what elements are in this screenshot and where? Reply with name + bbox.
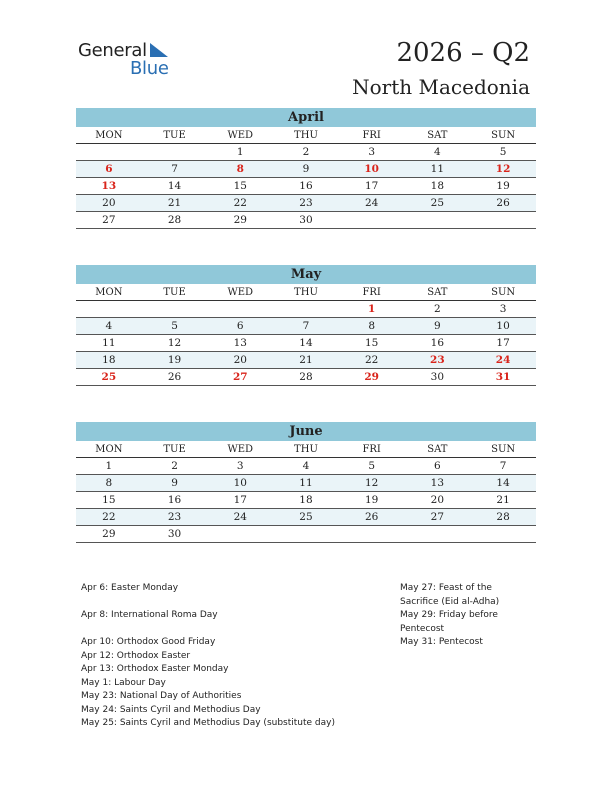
month-grid bbox=[76, 284, 536, 386]
day-cell: 29 bbox=[339, 369, 405, 386]
day-cell: 21 bbox=[470, 492, 536, 509]
holiday-note: May 27: Feast of the bbox=[400, 583, 492, 593]
day-cell: 26 bbox=[470, 195, 536, 212]
holiday-note: Pentecost bbox=[400, 623, 445, 634]
day-cell: 5 bbox=[339, 458, 405, 475]
day-cell: 14 bbox=[273, 335, 339, 352]
week-row bbox=[76, 369, 536, 386]
day-cell: 27 bbox=[405, 509, 471, 526]
day-cell: 23 bbox=[273, 195, 339, 212]
country-subtitle: North Macedonia bbox=[352, 75, 530, 99]
day-cell: 3 bbox=[339, 144, 405, 161]
day-cell: 20 bbox=[405, 492, 471, 509]
empty-day-cell bbox=[470, 526, 536, 543]
day-cell: 20 bbox=[207, 352, 273, 369]
week-row bbox=[76, 301, 536, 318]
empty-day-cell bbox=[339, 526, 405, 543]
day-cell: 17 bbox=[207, 492, 273, 509]
week-row bbox=[76, 475, 536, 492]
day-cell: 12 bbox=[142, 335, 208, 352]
day-cell: 10 bbox=[339, 161, 405, 178]
empty-day-cell bbox=[207, 301, 273, 318]
holiday-note: Sacrifice (Eid al-Adha) bbox=[400, 596, 500, 607]
day-cell: 31 bbox=[470, 369, 536, 386]
day-cell: 18 bbox=[76, 352, 142, 369]
holiday-note: May 31: Pentecost bbox=[400, 637, 483, 647]
day-cell: 24 bbox=[470, 352, 536, 369]
weekday-header: SAT bbox=[405, 441, 471, 458]
week-row bbox=[76, 509, 536, 526]
weekday-header: THU bbox=[273, 441, 339, 458]
day-cell: 29 bbox=[207, 212, 273, 229]
day-cell: 7 bbox=[142, 161, 208, 178]
day-cell: 26 bbox=[142, 369, 208, 386]
note-spacer bbox=[81, 623, 381, 637]
day-cell: 25 bbox=[76, 369, 142, 386]
weekday-header: TUE bbox=[142, 284, 208, 301]
day-cell: 30 bbox=[273, 212, 339, 229]
day-cell: 17 bbox=[470, 335, 536, 352]
weekday-header: WED bbox=[207, 441, 273, 458]
day-cell: 1 bbox=[76, 458, 142, 475]
day-cell: 9 bbox=[405, 318, 471, 335]
note-spacer bbox=[81, 596, 381, 610]
day-cell: 18 bbox=[273, 492, 339, 509]
week-row bbox=[76, 161, 536, 178]
weekday-header: MON bbox=[76, 127, 142, 144]
holiday-notes-left bbox=[81, 582, 381, 731]
holiday-note: May 23: National Day of Authorities bbox=[81, 691, 242, 701]
month-name: May bbox=[76, 265, 536, 284]
day-cell: 24 bbox=[207, 509, 273, 526]
day-cell: 7 bbox=[273, 318, 339, 335]
week-row bbox=[76, 212, 536, 229]
weekday-header: FRI bbox=[339, 284, 405, 301]
day-cell: 16 bbox=[142, 492, 208, 509]
day-cell: 3 bbox=[207, 458, 273, 475]
day-cell: 6 bbox=[405, 458, 471, 475]
day-cell: 22 bbox=[207, 195, 273, 212]
week-row bbox=[76, 335, 536, 352]
day-cell: 24 bbox=[339, 195, 405, 212]
logo-word-blue: Blue bbox=[130, 58, 169, 79]
month-calendar-april bbox=[76, 108, 536, 229]
day-cell: 1 bbox=[207, 144, 273, 161]
weekday-header: SAT bbox=[405, 284, 471, 301]
day-cell: 23 bbox=[405, 352, 471, 369]
week-row bbox=[76, 526, 536, 543]
weekday-header: TUE bbox=[142, 441, 208, 458]
day-cell: 29 bbox=[76, 526, 142, 543]
empty-day-cell bbox=[207, 526, 273, 543]
month-calendar-june bbox=[76, 422, 536, 543]
day-cell: 8 bbox=[207, 161, 273, 178]
holiday-note: Apr 6: Easter Monday bbox=[81, 583, 179, 593]
weekday-header: MON bbox=[76, 441, 142, 458]
day-cell: 6 bbox=[76, 161, 142, 178]
day-cell: 12 bbox=[470, 161, 536, 178]
day-cell: 13 bbox=[76, 178, 142, 195]
day-cell: 8 bbox=[76, 475, 142, 492]
day-cell: 17 bbox=[339, 178, 405, 195]
month-grid bbox=[76, 441, 536, 543]
day-cell: 20 bbox=[76, 195, 142, 212]
day-cell: 15 bbox=[207, 178, 273, 195]
day-cell: 2 bbox=[273, 144, 339, 161]
day-cell: 6 bbox=[207, 318, 273, 335]
empty-day-cell bbox=[339, 212, 405, 229]
month-calendar-may bbox=[76, 265, 536, 386]
holiday-note: Apr 10: Orthodox Good Friday bbox=[81, 637, 216, 647]
empty-day-cell bbox=[405, 212, 471, 229]
page-title: 2026 – Q2 bbox=[396, 38, 530, 68]
day-cell: 9 bbox=[142, 475, 208, 492]
week-row bbox=[76, 318, 536, 335]
day-cell: 28 bbox=[273, 369, 339, 386]
day-cell: 16 bbox=[273, 178, 339, 195]
day-cell: 19 bbox=[339, 492, 405, 509]
day-cell: 19 bbox=[470, 178, 536, 195]
weekday-header: FRI bbox=[339, 441, 405, 458]
generalblue-logo bbox=[78, 40, 178, 80]
empty-day-cell bbox=[273, 301, 339, 318]
day-cell: 27 bbox=[207, 369, 273, 386]
day-cell: 9 bbox=[273, 161, 339, 178]
holiday-note: Apr 12: Orthodox Easter bbox=[81, 650, 191, 661]
day-cell: 30 bbox=[142, 526, 208, 543]
holiday-note: May 29: Friday before bbox=[400, 610, 498, 620]
month-grid bbox=[76, 127, 536, 229]
day-cell: 14 bbox=[142, 178, 208, 195]
week-row bbox=[76, 492, 536, 509]
weekday-header: FRI bbox=[339, 127, 405, 144]
week-row bbox=[76, 178, 536, 195]
day-cell: 25 bbox=[273, 509, 339, 526]
day-cell: 4 bbox=[76, 318, 142, 335]
day-cell: 4 bbox=[405, 144, 471, 161]
empty-day-cell bbox=[76, 301, 142, 318]
week-row bbox=[76, 195, 536, 212]
day-cell: 11 bbox=[273, 475, 339, 492]
day-cell: 27 bbox=[76, 212, 142, 229]
day-cell: 30 bbox=[405, 369, 471, 386]
week-row bbox=[76, 352, 536, 369]
day-cell: 12 bbox=[339, 475, 405, 492]
weekday-header: THU bbox=[273, 284, 339, 301]
day-cell: 28 bbox=[470, 509, 536, 526]
weekday-header: SUN bbox=[470, 441, 536, 458]
weekday-header: SUN bbox=[470, 284, 536, 301]
day-cell: 11 bbox=[76, 335, 142, 352]
day-cell: 13 bbox=[405, 475, 471, 492]
logo-word-general: General bbox=[78, 40, 147, 61]
weekday-header: WED bbox=[207, 284, 273, 301]
day-cell: 26 bbox=[339, 509, 405, 526]
weekday-header: SAT bbox=[405, 127, 471, 144]
day-cell: 15 bbox=[76, 492, 142, 509]
day-cell: 2 bbox=[405, 301, 471, 318]
holiday-note: May 25: Saints Cyril and Methodius Day (substitute day) bbox=[81, 718, 335, 728]
day-cell: 10 bbox=[207, 475, 273, 492]
day-cell: 28 bbox=[142, 212, 208, 229]
empty-day-cell bbox=[142, 301, 208, 318]
week-row bbox=[76, 458, 536, 475]
day-cell: 7 bbox=[470, 458, 536, 475]
holiday-note: Apr 13: Orthodox Easter Monday bbox=[81, 664, 229, 674]
day-cell: 18 bbox=[405, 178, 471, 195]
day-cell: 2 bbox=[142, 458, 208, 475]
empty-day-cell bbox=[142, 144, 208, 161]
weekday-header: WED bbox=[207, 127, 273, 144]
day-cell: 4 bbox=[273, 458, 339, 475]
day-cell: 5 bbox=[470, 144, 536, 161]
weekday-header: MON bbox=[76, 284, 142, 301]
month-name: June bbox=[76, 422, 536, 441]
day-cell: 15 bbox=[339, 335, 405, 352]
day-cell: 5 bbox=[142, 318, 208, 335]
day-cell: 14 bbox=[470, 475, 536, 492]
day-cell: 8 bbox=[339, 318, 405, 335]
empty-day-cell bbox=[405, 526, 471, 543]
holiday-note: May 24: Saints Cyril and Methodius Day bbox=[81, 704, 261, 715]
logo-triangle-icon bbox=[148, 43, 168, 59]
day-cell: 13 bbox=[207, 335, 273, 352]
empty-day-cell bbox=[470, 212, 536, 229]
day-cell: 16 bbox=[405, 335, 471, 352]
weekday-header: TUE bbox=[142, 127, 208, 144]
holiday-notes-right bbox=[400, 582, 540, 650]
day-cell: 3 bbox=[470, 301, 536, 318]
weekday-header: SUN bbox=[470, 127, 536, 144]
weekday-header: THU bbox=[273, 127, 339, 144]
day-cell: 11 bbox=[405, 161, 471, 178]
day-cell: 22 bbox=[339, 352, 405, 369]
day-cell: 21 bbox=[273, 352, 339, 369]
day-cell: 22 bbox=[76, 509, 142, 526]
holiday-note: Apr 8: International Roma Day bbox=[81, 610, 218, 620]
week-row bbox=[76, 144, 536, 161]
day-cell: 1 bbox=[339, 301, 405, 318]
day-cell: 23 bbox=[142, 509, 208, 526]
month-name: April bbox=[76, 108, 536, 127]
day-cell: 21 bbox=[142, 195, 208, 212]
day-cell: 10 bbox=[470, 318, 536, 335]
holiday-note: May 1: Labour Day bbox=[81, 677, 166, 688]
day-cell: 19 bbox=[142, 352, 208, 369]
empty-day-cell bbox=[273, 526, 339, 543]
empty-day-cell bbox=[76, 144, 142, 161]
day-cell: 25 bbox=[405, 195, 471, 212]
